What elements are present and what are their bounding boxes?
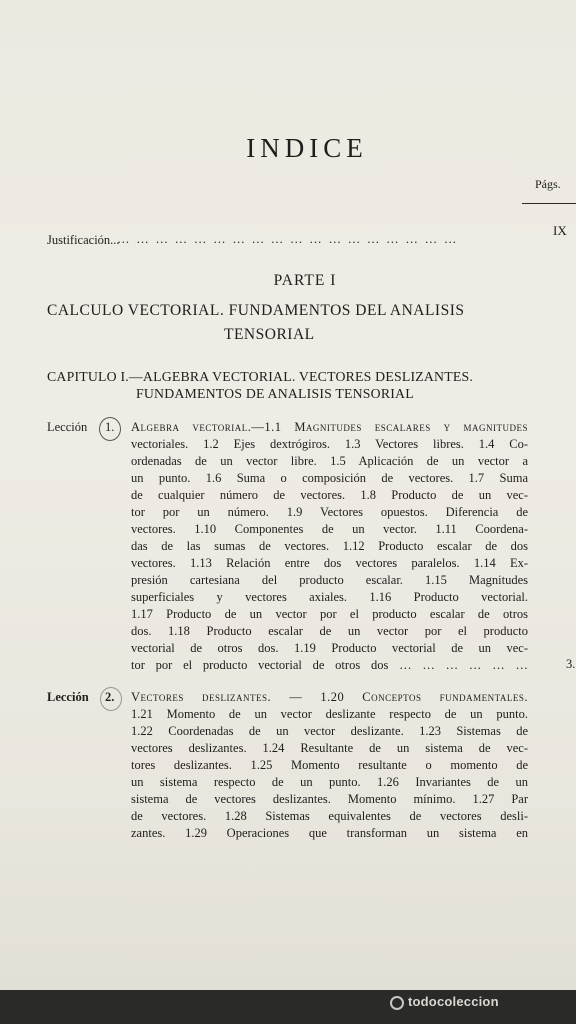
lesson-1-line: ordenadas de un vector libre. 1.5 Aplicación de un vector a xyxy=(131,454,528,468)
lesson-2-line: zantes. 1.29 Operaciones que transforman un sistema en xyxy=(131,826,528,840)
part-heading: PARTE I xyxy=(273,272,337,289)
lesson-1-line: das de las sumas de vectores. 1.12 Producto escalar de dos xyxy=(131,539,528,553)
lesson-1-line: 1.17 Producto de un vector por el producto escalar de otros xyxy=(131,607,528,621)
lesson-1-line: presión cartesiana del producto escalar. 1.15 Magnitudes xyxy=(131,573,528,587)
lesson-2-line: de vectores. 1.28 Sistemas equivalentes de vectores desli- xyxy=(131,809,528,823)
handwritten-circle-mark xyxy=(99,417,121,441)
pages-column-label: Págs. xyxy=(535,177,561,191)
lesson-1-line: vectorial de otros dos. 1.19 Producto vectorial de un vec- xyxy=(131,641,528,655)
lesson-2-number: 2. xyxy=(105,690,115,704)
chapter-title-line-1: CAPITULO I.—ALGEBRA VECTORIAL. VECTORES DESLIZANTES. xyxy=(47,369,473,384)
handwritten-circle-mark xyxy=(100,687,122,711)
lesson-2-line: tores deslizantes. 1.25 Momento resultante o momento de xyxy=(131,758,528,772)
lesson-1-line: vectores. 1.10 Componentes de un vector. 1.11 Coordena- xyxy=(131,522,528,536)
lesson-1-line: tor por el producto vectorial de otros dos … … … … … … xyxy=(131,658,528,672)
justificacion-leader-dots: … … … … … … … … … … … … … … … … … … xyxy=(117,232,459,246)
lesson-1-line: dos. 1.18 Producto escalar de un vector por el producto xyxy=(131,624,528,638)
lesson-1-line: de cualquier número de vectores. 1.8 Producto de un vec- xyxy=(131,488,528,502)
lesson-1-line: tor por un número. 1.9 Vectores opuestos. Diferencia de xyxy=(131,505,528,519)
chapter-title-line-2: FUNDAMENTOS DE ANALISIS TENSORIAL xyxy=(136,386,414,401)
lesson-1-page-number: 3. xyxy=(566,657,576,671)
justificacion-label: Justificación... xyxy=(47,233,120,247)
justificacion-page-number: IX xyxy=(553,223,567,238)
lesson-1-line: vectores. 1.13 Relación entre dos vectores paralelos. 1.14 Ex- xyxy=(131,556,528,570)
lesson-1-number: 1. xyxy=(105,420,115,434)
lesson-2-line: un sistema respecto de un punto. 1.26 Invariantes de un xyxy=(131,775,528,789)
lesson-1-label: Lección xyxy=(47,420,88,434)
watermark-logo-icon xyxy=(390,996,404,1010)
part-title-line-1: CALCULO VECTORIAL. FUNDAMENTOS DEL ANALISIS xyxy=(47,302,465,319)
lesson-2-line: vectores deslizantes. 1.24 Resultante de un sistema de vec- xyxy=(131,741,528,755)
part-title-line-2: TENSORIAL xyxy=(224,326,315,343)
page-title: INDICE xyxy=(246,133,368,163)
pages-column-rule xyxy=(522,203,576,204)
lesson-1-line: un punto. 1.6 Suma o composición de vectores. 1.7 Suma xyxy=(131,471,528,485)
lesson-2-line: 1.22 Coordenadas de un vector deslizante. 1.23 Sistemas de xyxy=(131,724,528,738)
watermark-text: todocoleccion xyxy=(408,994,499,1009)
lesson-1-line: Algebra vectorial.—1.1 Magnitudes escalares y magnitudes xyxy=(131,420,528,434)
lesson-1-line: vectoriales. 1.2 Ejes dextrógiros. 1.3 Vectores libres. 1.4 Co- xyxy=(131,437,528,451)
lesson-2-line: 1.21 Momento de un vector deslizante respecto de un punto. xyxy=(131,707,528,721)
lesson-2-line: sistema de vectores deslizantes. Momento mínimo. 1.27 Par xyxy=(131,792,528,806)
lesson-2-label: Lección xyxy=(47,690,89,704)
lesson-1-line: superficiales y vectores axiales. 1.16 Producto vectorial. xyxy=(131,590,528,604)
lesson-2-line: Vectores deslizantes. — 1.20 Conceptos fundamentales. xyxy=(131,690,528,704)
